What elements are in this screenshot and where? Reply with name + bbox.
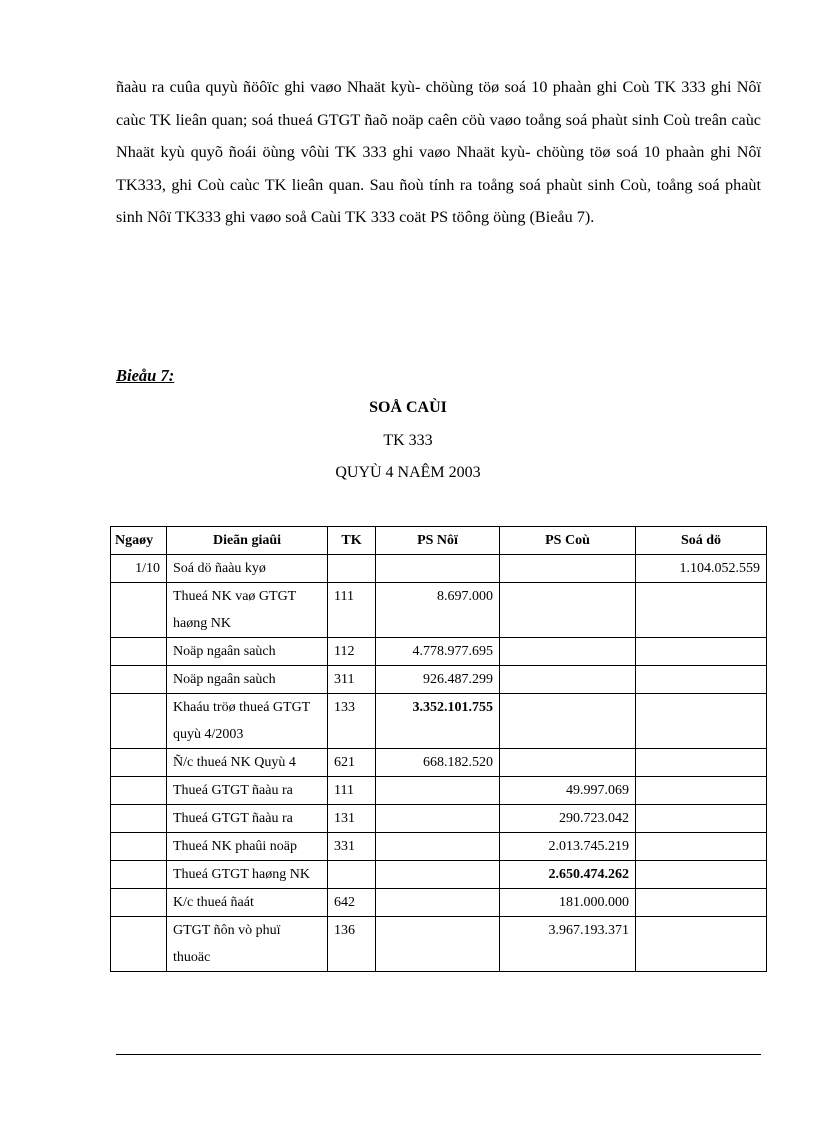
cell-account: 131 [328,805,376,833]
cell-balance [636,889,767,917]
cell-debit: 926.487.299 [376,666,500,694]
cell-debit [376,833,500,861]
ledger-title: SOÅ CAÙI [369,399,447,416]
cell-debit: 3.352.101.755 [376,694,500,749]
cell-credit: 290.723.042 [500,805,636,833]
cell-debit [376,861,500,889]
cell-credit: 181.000.000 [500,889,636,917]
cell-date [111,638,167,666]
cell-date [111,917,167,972]
cell-account [328,555,376,583]
cell-date [111,694,167,749]
cell-account: 112 [328,638,376,666]
cell-date [111,861,167,889]
table-row [111,555,767,583]
cell-account: 111 [328,583,376,638]
cell-account: 136 [328,917,376,972]
cell-date [111,583,167,638]
cell-debit [376,889,500,917]
cell-account [328,861,376,889]
cell-debit [376,917,500,972]
cell-balance [636,638,767,666]
cell-balance [636,805,767,833]
cell-balance [636,777,767,805]
table-row [111,805,767,833]
cell-date [111,805,167,833]
table-header-row [111,527,767,555]
cell-credit: 3.967.193.371 [500,917,636,972]
cell-date [111,833,167,861]
footer-rule [116,1054,761,1055]
header-description: Dieãn giaûi [167,527,328,555]
cell-account: 642 [328,889,376,917]
table-row [111,833,767,861]
cell-debit: 8.697.000 [376,583,500,638]
cell-account: 133 [328,694,376,749]
cell-description: Soá dö ñaàu kyø [167,555,328,583]
header-account: TK [328,527,376,555]
cell-date [111,749,167,777]
cell-debit [376,555,500,583]
cell-description: Noäp ngaân saùch [167,638,328,666]
header-credit: PS Coù [500,527,636,555]
table-row [111,694,767,749]
cell-balance [636,694,767,749]
cell-credit [500,638,636,666]
body-paragraph: ñaàu ra cuûa quyù ñöôïc ghi vaøo Nhaät kyù- chöùng töø soá 10 phaàn ghi Coù TK 333 ghi Nôï caùc TK lieân quan; soá thueá GTGT ñaõ noäp caên cöù vaøo toång soá phaùt sinh Coù treân caùc Nhaät kyù quyõ ñoái öùng vôùi TK 333 ghi vaøo Nhaät kyù- chöùng töø soá 10 phaàn ghi Nôï TK333, ghi Coù caùc TK lieân quan. Sau ñoù tính ra toång soá phaùt sinh Coù, toång soá phaùt sinh Nôï TK333 ghi vaøo soå Caùi TK 333 coät PS töông öùng (Bieåu 7). [116,78,761,227]
table-row [111,777,767,805]
cell-credit [500,555,636,583]
cell-credit [500,666,636,694]
cell-description: Thueá GTGT ñaàu ra [167,777,328,805]
cell-date [111,889,167,917]
table-row [111,638,767,666]
cell-credit: 49.997.069 [500,777,636,805]
ledger-period: QUYÙ 4 NAÊM 2003 [335,464,481,481]
cell-balance [636,833,767,861]
table-row [111,917,767,972]
cell-description: GTGT ñôn vò phuï thuoäc [167,917,328,972]
cell-description: Thueá GTGT haøng NK [167,861,328,889]
cell-balance [636,666,767,694]
cell-account: 311 [328,666,376,694]
cell-balance [636,749,767,777]
table-row [111,749,767,777]
cell-description: K/c thueá ñaát [167,889,328,917]
cell-credit [500,583,636,638]
cell-description: Thueá GTGT ñaàu ra [167,805,328,833]
cell-balance [636,861,767,889]
cell-account: 111 [328,777,376,805]
cell-debit: 668.182.520 [376,749,500,777]
cell-account: 621 [328,749,376,777]
figure-caption: Bieåu 7: [116,366,175,385]
cell-description: Thueá NK vaø GTGT haøng NK [167,583,328,638]
cell-credit: 2.013.745.219 [500,833,636,861]
cell-balance [636,583,767,638]
header-debit: PS Nôï [376,527,500,555]
cell-date: 1/10 [111,555,167,583]
header-balance: Soá dö [636,527,767,555]
header-date: Ngaøy [111,527,167,555]
cell-date [111,777,167,805]
cell-description: Khaáu tröø thueá GTGT quyù 4/2003 [167,694,328,749]
cell-credit: 2.650.474.262 [500,861,636,889]
table-row [111,861,767,889]
cell-balance [636,917,767,972]
cell-balance: 1.104.052.559 [636,555,767,583]
cell-description: Ñ/c thueá NK Quyù 4 [167,749,328,777]
table-row [111,889,767,917]
cell-debit [376,777,500,805]
ledger-table [110,526,767,972]
cell-credit [500,749,636,777]
cell-account: 331 [328,833,376,861]
ledger-account: TK 333 [383,432,433,449]
cell-credit [500,694,636,749]
cell-debit [376,805,500,833]
cell-description: Noäp ngaân saùch [167,666,328,694]
cell-description: Thueá NK phaûi noäp [167,833,328,861]
table-row [111,583,767,638]
cell-debit: 4.778.977.695 [376,638,500,666]
table-row [111,666,767,694]
cell-date [111,666,167,694]
